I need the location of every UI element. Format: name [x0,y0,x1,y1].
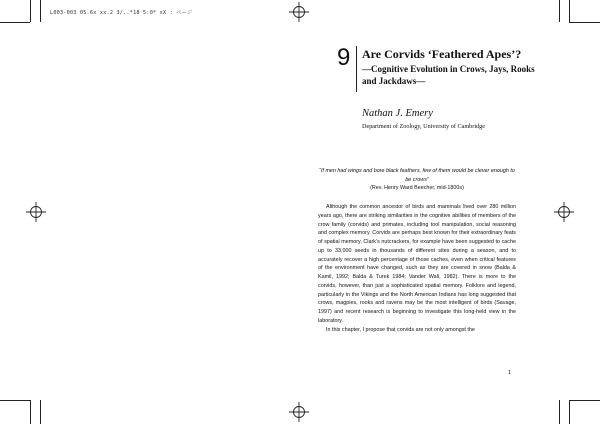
crop-mark [569,400,600,401]
chapter-subtitle: —Cognitive Evolution in Crows, Jays, Rooks and Jackdaws— [362,64,535,86]
chapter-title: Are Corvids ‘Feathered Apes’? [362,47,522,61]
crop-mark [559,400,560,424]
chapter-number: 9 [337,44,351,71]
author-name: Nathan J. Emery [362,108,433,119]
crop-mark [559,0,560,22]
epigraph [318,167,516,193]
crop-mark [0,22,30,23]
body-paragraph: Although the common ancestor of birds and mammals lived over 280 million years ago, there are striking similarities in the cognitive abilities of members of the crow family (corvids) and primates, including tool manipulation, social reasoning and complex memory. Corvids are perhaps best known for their extraordinary feats of spatial memory. Clark’s nutcrackers, for example have been suggested to cache up to 33,000 seeds in thousands of different sites during a season, and to accurately recover a high percentage of those caches, even when critical features of the environment have changed, such as they are covered in snow (Balda & Kamil, 1992; Balda & Turek 1984; Vander Wall, 1982). There is more to the corvids, however, than just a sophisticated spatial memory. Folklore and legend, particularly in the Vikings and the North American Indians has long suggested that crows, magpies, rooks and ravens may be the most intelligent of birds (Savage, 1997) and recent research is beginning to investigate this long-held view in the laboratory. [318,204,516,324]
epigraph-quote: “If men had wings and bore black feathers, few of them would be clever enough to be crows” [319,168,515,183]
crop-mark [569,400,570,424]
chapter-divider [356,46,357,92]
crop-mark [40,0,41,22]
page-number: 1 [508,370,512,376]
epigraph-source: (Rev. Henry Ward Beecher, mid-1800s) [370,185,464,192]
crop-mark [30,0,31,22]
registration-mark-left [26,202,46,222]
registration-mark-right [554,202,574,222]
crop-mark [30,400,31,424]
crop-mark [0,400,30,401]
registration-mark-top [289,2,309,22]
crop-mark [40,400,41,424]
crop-mark [569,0,570,22]
author-affiliation: Department of Zoology, University of Cambridge [362,123,485,130]
crop-mark [569,22,600,23]
printer-slug: L003-003 05.6x xx.2 3/..*18 5:0* xX : ページ [50,10,193,16]
body-text [318,203,516,334]
body-paragraph: In this chapter, I propose that corvids are not only amongst the [326,326,475,333]
registration-mark-bottom [289,402,309,422]
